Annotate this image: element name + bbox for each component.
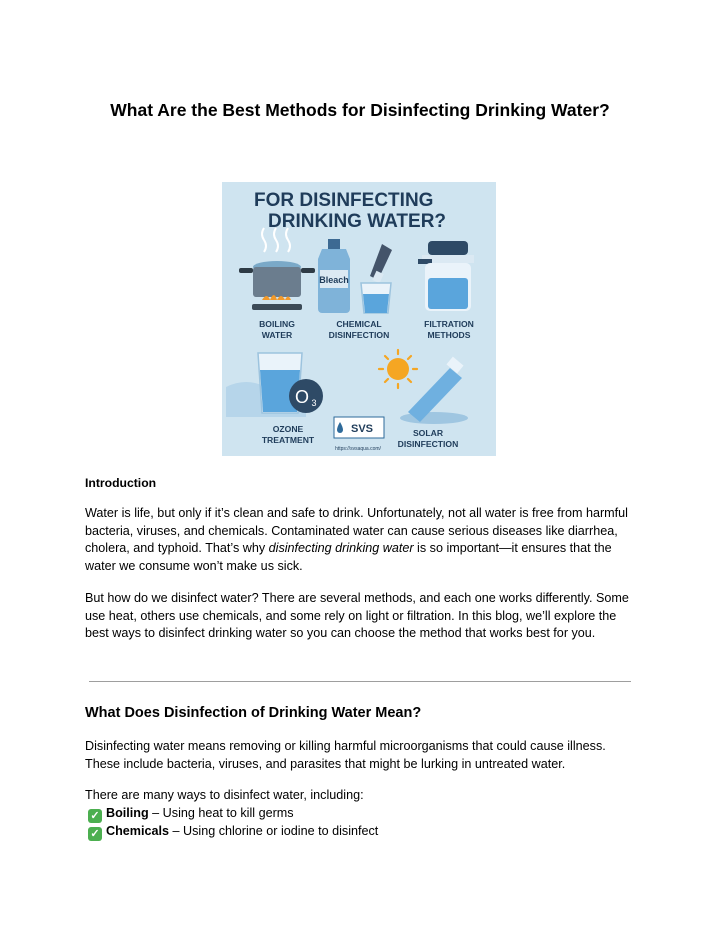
svs-logo <box>334 417 384 438</box>
intro-paragraph-2 <box>85 590 637 643</box>
logo-url: https://svsaqua.com/ <box>335 446 381 452</box>
method-label-filtration-line1: FILTRATION <box>424 319 474 329</box>
boiling-pot-icon <box>239 228 315 310</box>
list-item-desc: – Using chlorine or iodine to disinfect <box>169 823 379 838</box>
dropper-glass-icon <box>361 244 392 313</box>
bleach-bottle-icon <box>318 239 350 313</box>
method-label-solar-line2: DISINFECTION <box>397 439 459 449</box>
introduction-label: Introduction <box>85 476 157 490</box>
section-heading: What Does Disinfection of Drinking Water Mean? <box>85 705 422 721</box>
list-item-term: Boiling <box>106 805 149 820</box>
ozone-subscript: 3 <box>311 398 317 408</box>
method-label-ozone-line2: TREATMENT <box>261 435 315 445</box>
intro-p2-text: But how do we disinfect water? There are several methods, and each one works differently. Some use heat, others use chemicals, and some rely on light or filtration. In this blog, we’ll explore the best ways to disinfect drinking water so you can choose the method that works best for you. <box>85 591 629 641</box>
solar-bottle-icon <box>400 357 468 424</box>
check-mark-icon: ✓ <box>88 809 102 823</box>
svs-logo-text: SVS <box>350 423 374 435</box>
hero-infographic <box>222 182 496 456</box>
method-label-chemical-line1: CHEMICAL <box>336 319 382 329</box>
bleach-label: Bleach <box>319 275 349 285</box>
ozone-symbol: O <box>294 387 310 407</box>
list-item-desc: – Using heat to kill germs <box>148 805 294 820</box>
method-label-ozone-line1: OZONE <box>272 424 304 434</box>
methods-list <box>85 787 637 841</box>
methods-intro-text: There are many ways to disinfect water, including: <box>85 788 364 802</box>
section-divider <box>89 681 631 682</box>
intro-p1-text-b: is so important—it ensures that the water we consume won’t make us sick. <box>85 541 612 573</box>
intro-p1-text-a: Water is life, but only if it’s clean and safe to drink. Unfortunately, not all water is free from harmful bacteria, viruses, and chemicals. Contaminated water can cause serious diseases like diarrhea, cholera, and typhoid. That’s why <box>85 506 628 556</box>
section-p1-text: Disinfecting water means removing or killing harmful microorganisms that could cause illness. These include bacteria, viruses, and parasites that might be lurking in untreated water. <box>85 739 606 771</box>
section-paragraph-1 <box>85 738 637 773</box>
check-mark-icon: ✓ <box>88 827 102 841</box>
ozone-glass-icon <box>226 353 323 417</box>
method-label-boiling-line2: WATER <box>261 330 293 340</box>
sun-icon <box>379 350 417 388</box>
method-label-boiling-line1: BOILING <box>259 319 295 329</box>
intro-paragraph-1 <box>85 505 637 575</box>
method-label-filtration-line2: METHODS <box>427 330 471 340</box>
intro-p1-emphasis: disinfecting drinking water <box>268 541 414 556</box>
infographic-heading-line2: DRINKING WATER? <box>268 211 447 232</box>
method-label-solar-line1: SOLAR <box>412 428 444 438</box>
water-filter-icon <box>418 241 474 311</box>
list-item <box>85 823 637 841</box>
list-item-term: Chemicals <box>106 823 169 838</box>
infographic-illustration <box>222 182 496 456</box>
method-label-chemical-line2: DISINFECTION <box>328 330 390 340</box>
page-title: What Are the Best Methods for Disinfecting Drinking Water? <box>110 100 610 120</box>
list-item <box>85 805 637 823</box>
infographic-heading-line1: FOR DISINFECTING <box>254 190 434 211</box>
